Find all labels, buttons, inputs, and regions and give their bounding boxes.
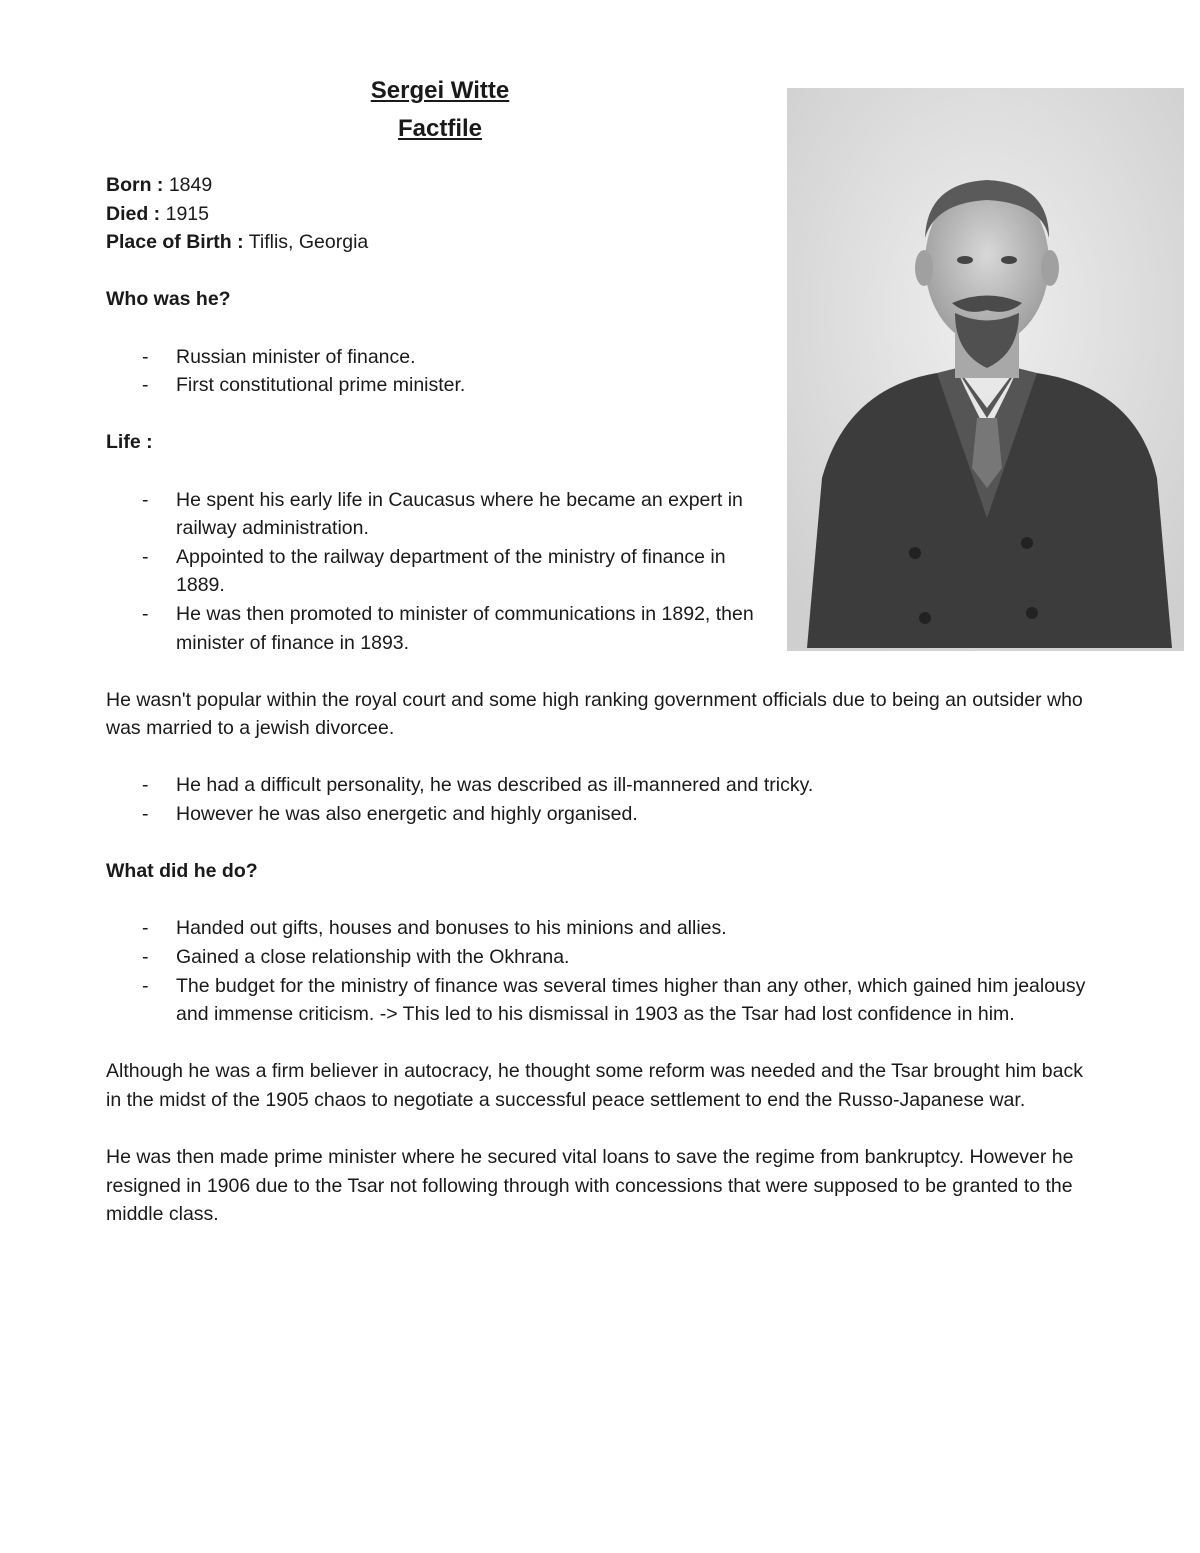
fact-died xyxy=(106,200,1096,229)
born-value: 1849 xyxy=(168,174,213,196)
fact-born xyxy=(106,171,1096,200)
list-item: - He was then promoted to minister of communications in 1892, then minister of finance in 1893. xyxy=(106,600,766,657)
actions-list xyxy=(106,914,1096,1028)
who-heading: Who was he? xyxy=(106,288,231,311)
life-heading: Life : xyxy=(106,431,153,454)
list-item: - However he was also energetic and highly organised. xyxy=(106,800,1096,829)
list-item: - The budget for the ministry of finance was several times higher than any other, which gained him jealousy and immense criticism. -> This led to his dismissal in 1903 as the Tsar had lost confidence in him. xyxy=(106,972,1096,1029)
list-item: - He spent his early life in Caucasus where he became an expert in railway administration. xyxy=(106,486,766,543)
born-label: Born : xyxy=(106,174,164,196)
birthplace-value: Tiflis, Georgia xyxy=(248,231,369,254)
list-item: - First constitutional prime minister. xyxy=(106,371,1096,400)
factfile-content xyxy=(106,171,1096,1229)
died-label: Died : xyxy=(106,202,161,225)
actions-paragraph-2: He was then made prime minister where he secured vital loans to save the regime from bankruptcy. However he resigned in 1906 due to the Tsar not following through with concessions that were supposed to be granted to the middle class. xyxy=(106,1146,1074,1226)
life-paragraph: He wasn't popular within the royal court and some high ranking government officials due to being an outsider who was married to a jewish divorcee. xyxy=(106,688,1083,740)
birthplace-label: Place of Birth : xyxy=(106,231,244,254)
document-title xyxy=(300,72,580,148)
list-item: - He had a difficult personality, he was described as ill-mannered and tricky. xyxy=(106,771,1096,800)
fact-birthplace xyxy=(106,228,1096,257)
fact-list xyxy=(106,171,1096,257)
life-list xyxy=(106,486,1096,658)
actions-paragraph-1: Although he was a firm believer in autocracy, he thought some reform was needed and the Tsar brought him back in the midst of the 1905 chaos to negotiate a successful peace settlement to end the Russo-Japanese war. xyxy=(106,1060,1083,1111)
list-item: - Appointed to the railway department of the ministry of finance in 1889. xyxy=(106,543,766,600)
list-item: - Russian minister of finance. xyxy=(106,343,1096,372)
who-list xyxy=(106,343,1096,400)
title-subtitle: Factfile xyxy=(397,115,483,142)
personality-list xyxy=(106,771,1096,828)
actions-heading: What did he do? xyxy=(106,860,258,883)
died-value: 1915 xyxy=(165,202,209,225)
list-item: - Gained a close relationship with the Okhrana. xyxy=(106,943,1096,972)
list-item: - Handed out gifts, houses and bonuses to his minions and allies. xyxy=(106,914,1096,943)
title-name: Sergei Witte xyxy=(370,77,510,104)
